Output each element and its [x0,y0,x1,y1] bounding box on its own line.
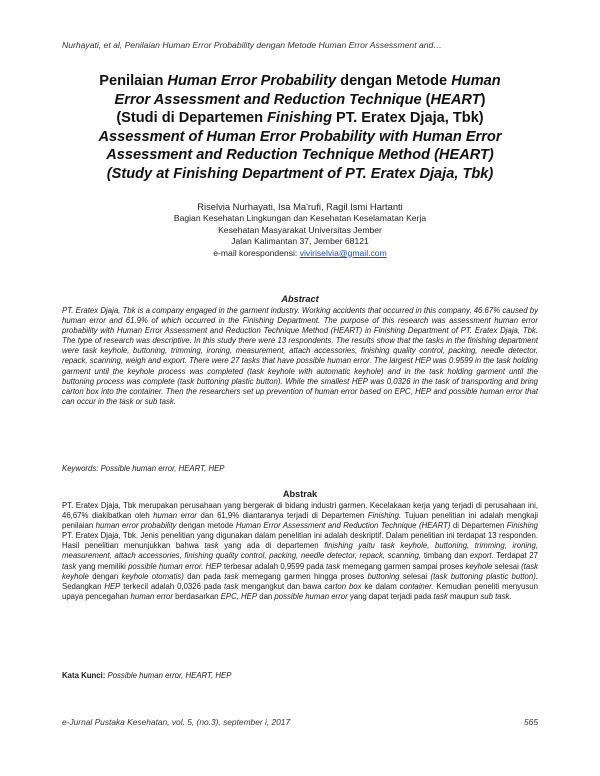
authors-block [80,200,520,259]
abstrak-heading: Abstrak [282,489,318,499]
title-line-3: (Studi di Departemen Finishing PT. Eratex Djaja, Tbk) [116,110,484,126]
title-line-2: Error Assessment and Reduction Technique (HEART) [114,91,486,108]
paper-title [60,72,540,183]
title-line-5: Assessment and Reduction Technique Method (HEART) [106,147,494,163]
title-line-1: Penilaian Human Error Probability dengan Metode Human [99,73,501,89]
running-header: Nurhayati, et al, Penilaian Human Error Probability dengan Metode Human Error Assessment and… [62,40,442,50]
address: Jalan Kalimantan 37, Jember 68121 [231,236,369,247]
abstrak-text: PT. Eratex Djaja, Tbk merupakan perusahaan yang bergerak di bidang industri garmen. Kecelakaan kerja yang terjadi di perusahaan ini, 46,67% diakibatkan oleh human error dan 61,9% diantaranya terjadi di Departemen Finishing. Tujuan penelitian ini adalah mengkaji penilaian human error probability dengan metode Human Error Assessment and Reduction Technique (HEART) di Departemen Finishing PT. Eratex Djaja, Tbk. Jenis penelitian yang digunakan dalam penelitian ini adalah deskriptif. Dalam penelitian ini terdapat 13 responden. Hasil penelitian menunjukkan bahwa task yang ada di departemen finishing yaitu task keyhole, buttoning, trimming, ironing, measurement, attach accessories, finishing quality control, packing, needle detector, repack, scanning, timbang dan export. Terdapat 27 task yang memiliki possible human error. HEP terbesar adalah 0,9599 pada task memegang garmen sampai proses keyhole selesai (task keyhole dengan keyhole otomatis) dan pada task memegang garmen hingga proses buttoning selesai (task buttoning plastic button). Sedangkan HEP terkecil adalah 0,0326 pada task mengangkut dan bawa carton box ke dalam container. Kemudian peneliti menyusun upaya pencegahan human error berdasarkan EPC, HEP dan possible human error yang dapat terjadi pada task maupun sub task. [62,501,538,601]
email-link[interactable]: viviriselvia@gmail.com [299,247,387,258]
title-line-6: (Study at Finishing Department of PT. Eratex Djaja, Tbk) [106,165,494,182]
title-line-4: Assessment of Human Error Probability with Human Error [98,128,502,145]
affiliation-2: Kesehatan Masyarakat Universitas Jember [218,224,382,235]
correspondence-line: e-mail korespondensi: viviriselvia@gmail.com [213,247,387,258]
author-names: Riselvia Nurhayati, Isa Ma'rufi, Ragil Ismi Hartanti [197,201,403,212]
abstract-heading: Abstract [281,294,319,304]
abstract-text: PT. Eratex Djaja, Tbk is a company engaged in the garment industry. Working accidents that occurred in this company, 46.67% caused by human error and 61.9% of which occurred in the Finishing Department. The purpose of this research was assessment human error probability with Human Error Assessment and Reduction Technique Method (HEART) in Finishing Department of PT. Eratex Djaja, Tbk. The type of research was descriptive. In this study there were 13 respondents. The results show that the tasks in the finishing department were task keyhole, buttoning, trimming, ironing, measurement, attach accessories, finishing quality control, packing, needle detector, repack, scanning, weigh and export. There were 27 tasks that have possible human error. The largest HEP was 0.9599 in the task holding garment until the keyhole process was completed (task keyhole with automatic keyhole) and in the task holding garment until the buttoning process was complete (task buttoning plastic button). While the smallest HEP was 0,0326 in the task of transporting and bring carton box into the container. Then the researchers set up prevention of human error based on EPC, HEP and possible human error that can occur in the task or sub task. [62,306,538,406]
kata-kunci: Kata Kunci: Possible human error, HEART, HEP [62,671,232,680]
affiliation-1: Bagian Kesehatan Lingkungan dan Kesehatan Keselamatan Kerja [173,213,427,223]
page-number: 565 [524,717,538,727]
footer-journal: e-Jurnal Pustaka Kesehatan, vol. 5, (no.3), september i, 2017 [62,717,291,727]
keywords-en: Keywords: Possible human error, HEART, HEP [62,464,225,473]
